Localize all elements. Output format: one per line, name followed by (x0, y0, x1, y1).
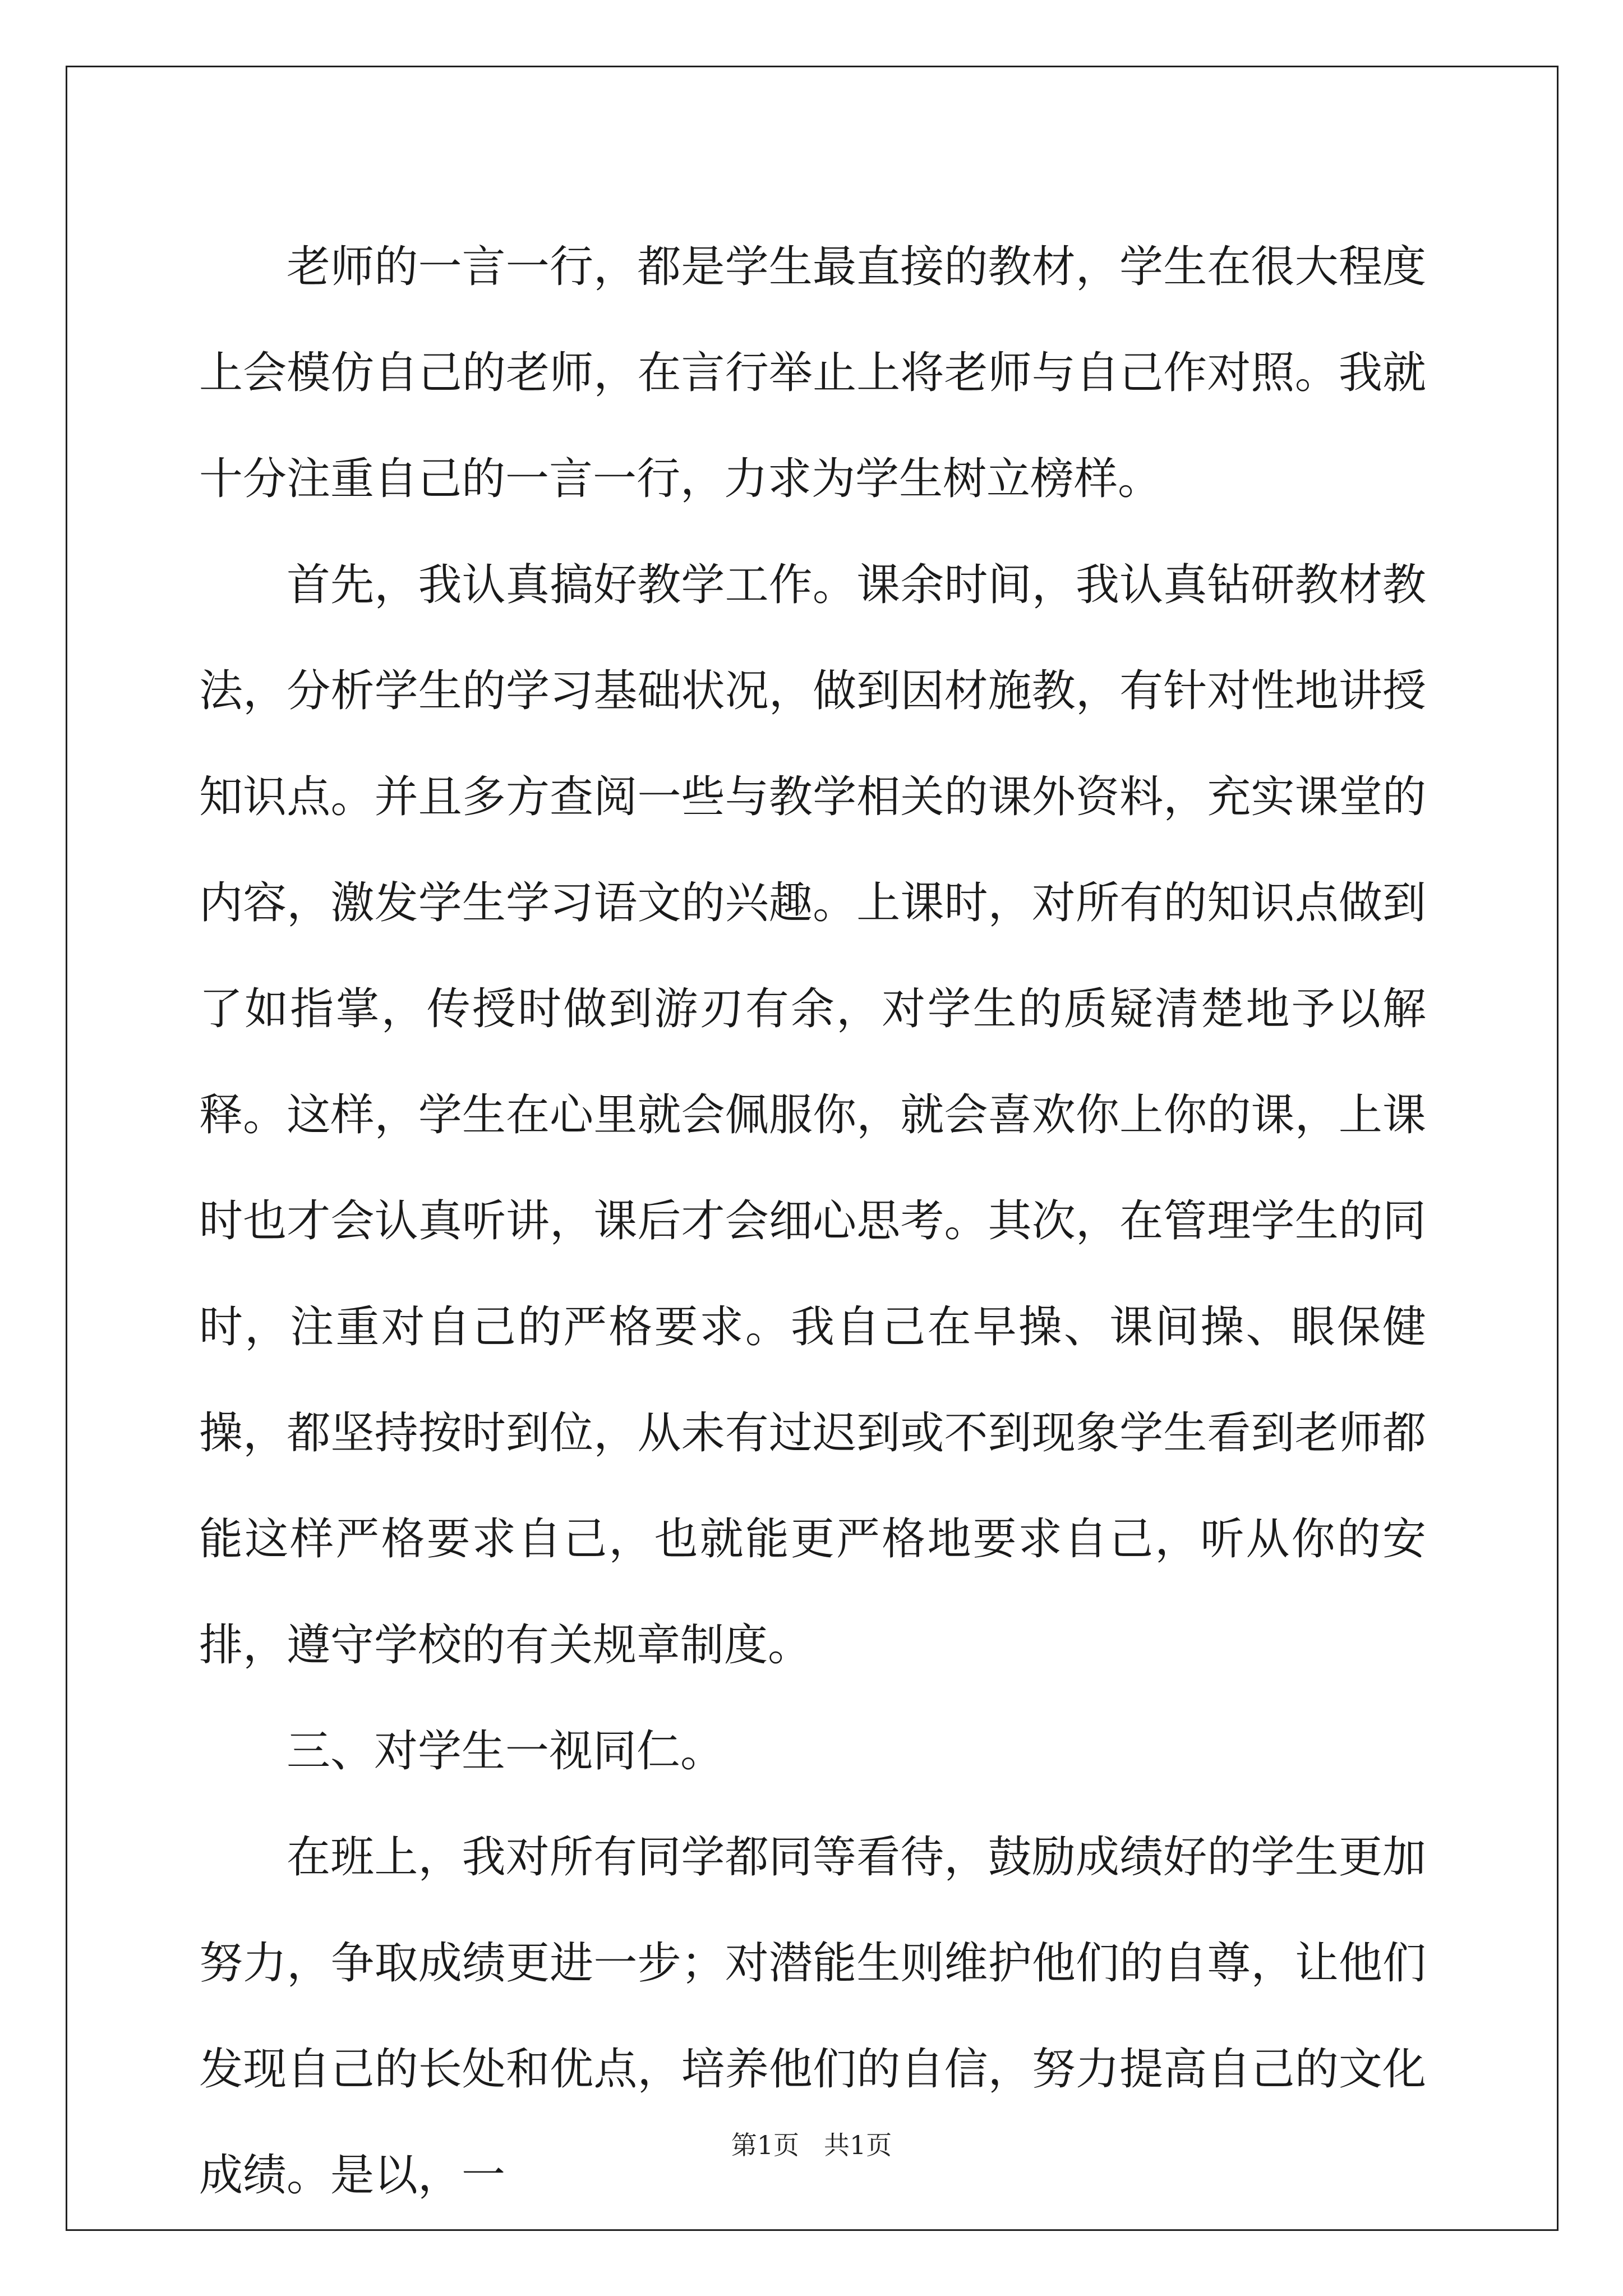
paragraph-3: 三、对学生一视同仁。 (287, 1726, 725, 1777)
paragraph-1: 老师的一言一行，都是学生最直接的教材，学生在很大程度上会模仿自己的老师，在言行举止上将老师与自己作对照。我就十分注重自己的一言一行，力求为学生树立榜样。 (199, 242, 1426, 504)
page-number-total: 共1页 (823, 2130, 892, 2160)
paragraph-2: 首先，我认真搞好教学工作。课余时间，我认真钻研教材教法，分析学生的学习基础状况，做到因材施教，有针对性地讲授知识点。并且多方查阅一些与教学相关的课外资料，充实课堂的内容，激发学生学习语文的兴趣。上课时，对所有的知识点做到了如指掌，传授时做到游刃有余，对学生的质疑清楚地予以解释。这样，学生在心里就会佩服你，就会喜欢你上你的课，上课时也才会认真听讲，课后才会细心思考。其次，在管理学生的同时，注重对自己的严格要求。我自己在早操、课间操、眼保健操，都坚持按时到位，从未有过迟到或不到现象学生看到老师都能这样严格要求自己，也就能更严格地要求自己，听从你的安排，遵守学校的有关规章制度。 (199, 560, 1426, 1671)
paragraph-4: 在班上，我对所有同学都同等看待，鼓励成绩好的学生更加努力，争取成绩更进一步；对潜能生则维护他们的自尊，让他们发现自己的长处和优点，培养他们的自信，努力提高自己的文化成绩。是以，一 (199, 1832, 1426, 2201)
document-body (199, 214, 1426, 2229)
page-footer (0, 2128, 1623, 2162)
page-number-current: 第1页 (731, 2130, 800, 2160)
